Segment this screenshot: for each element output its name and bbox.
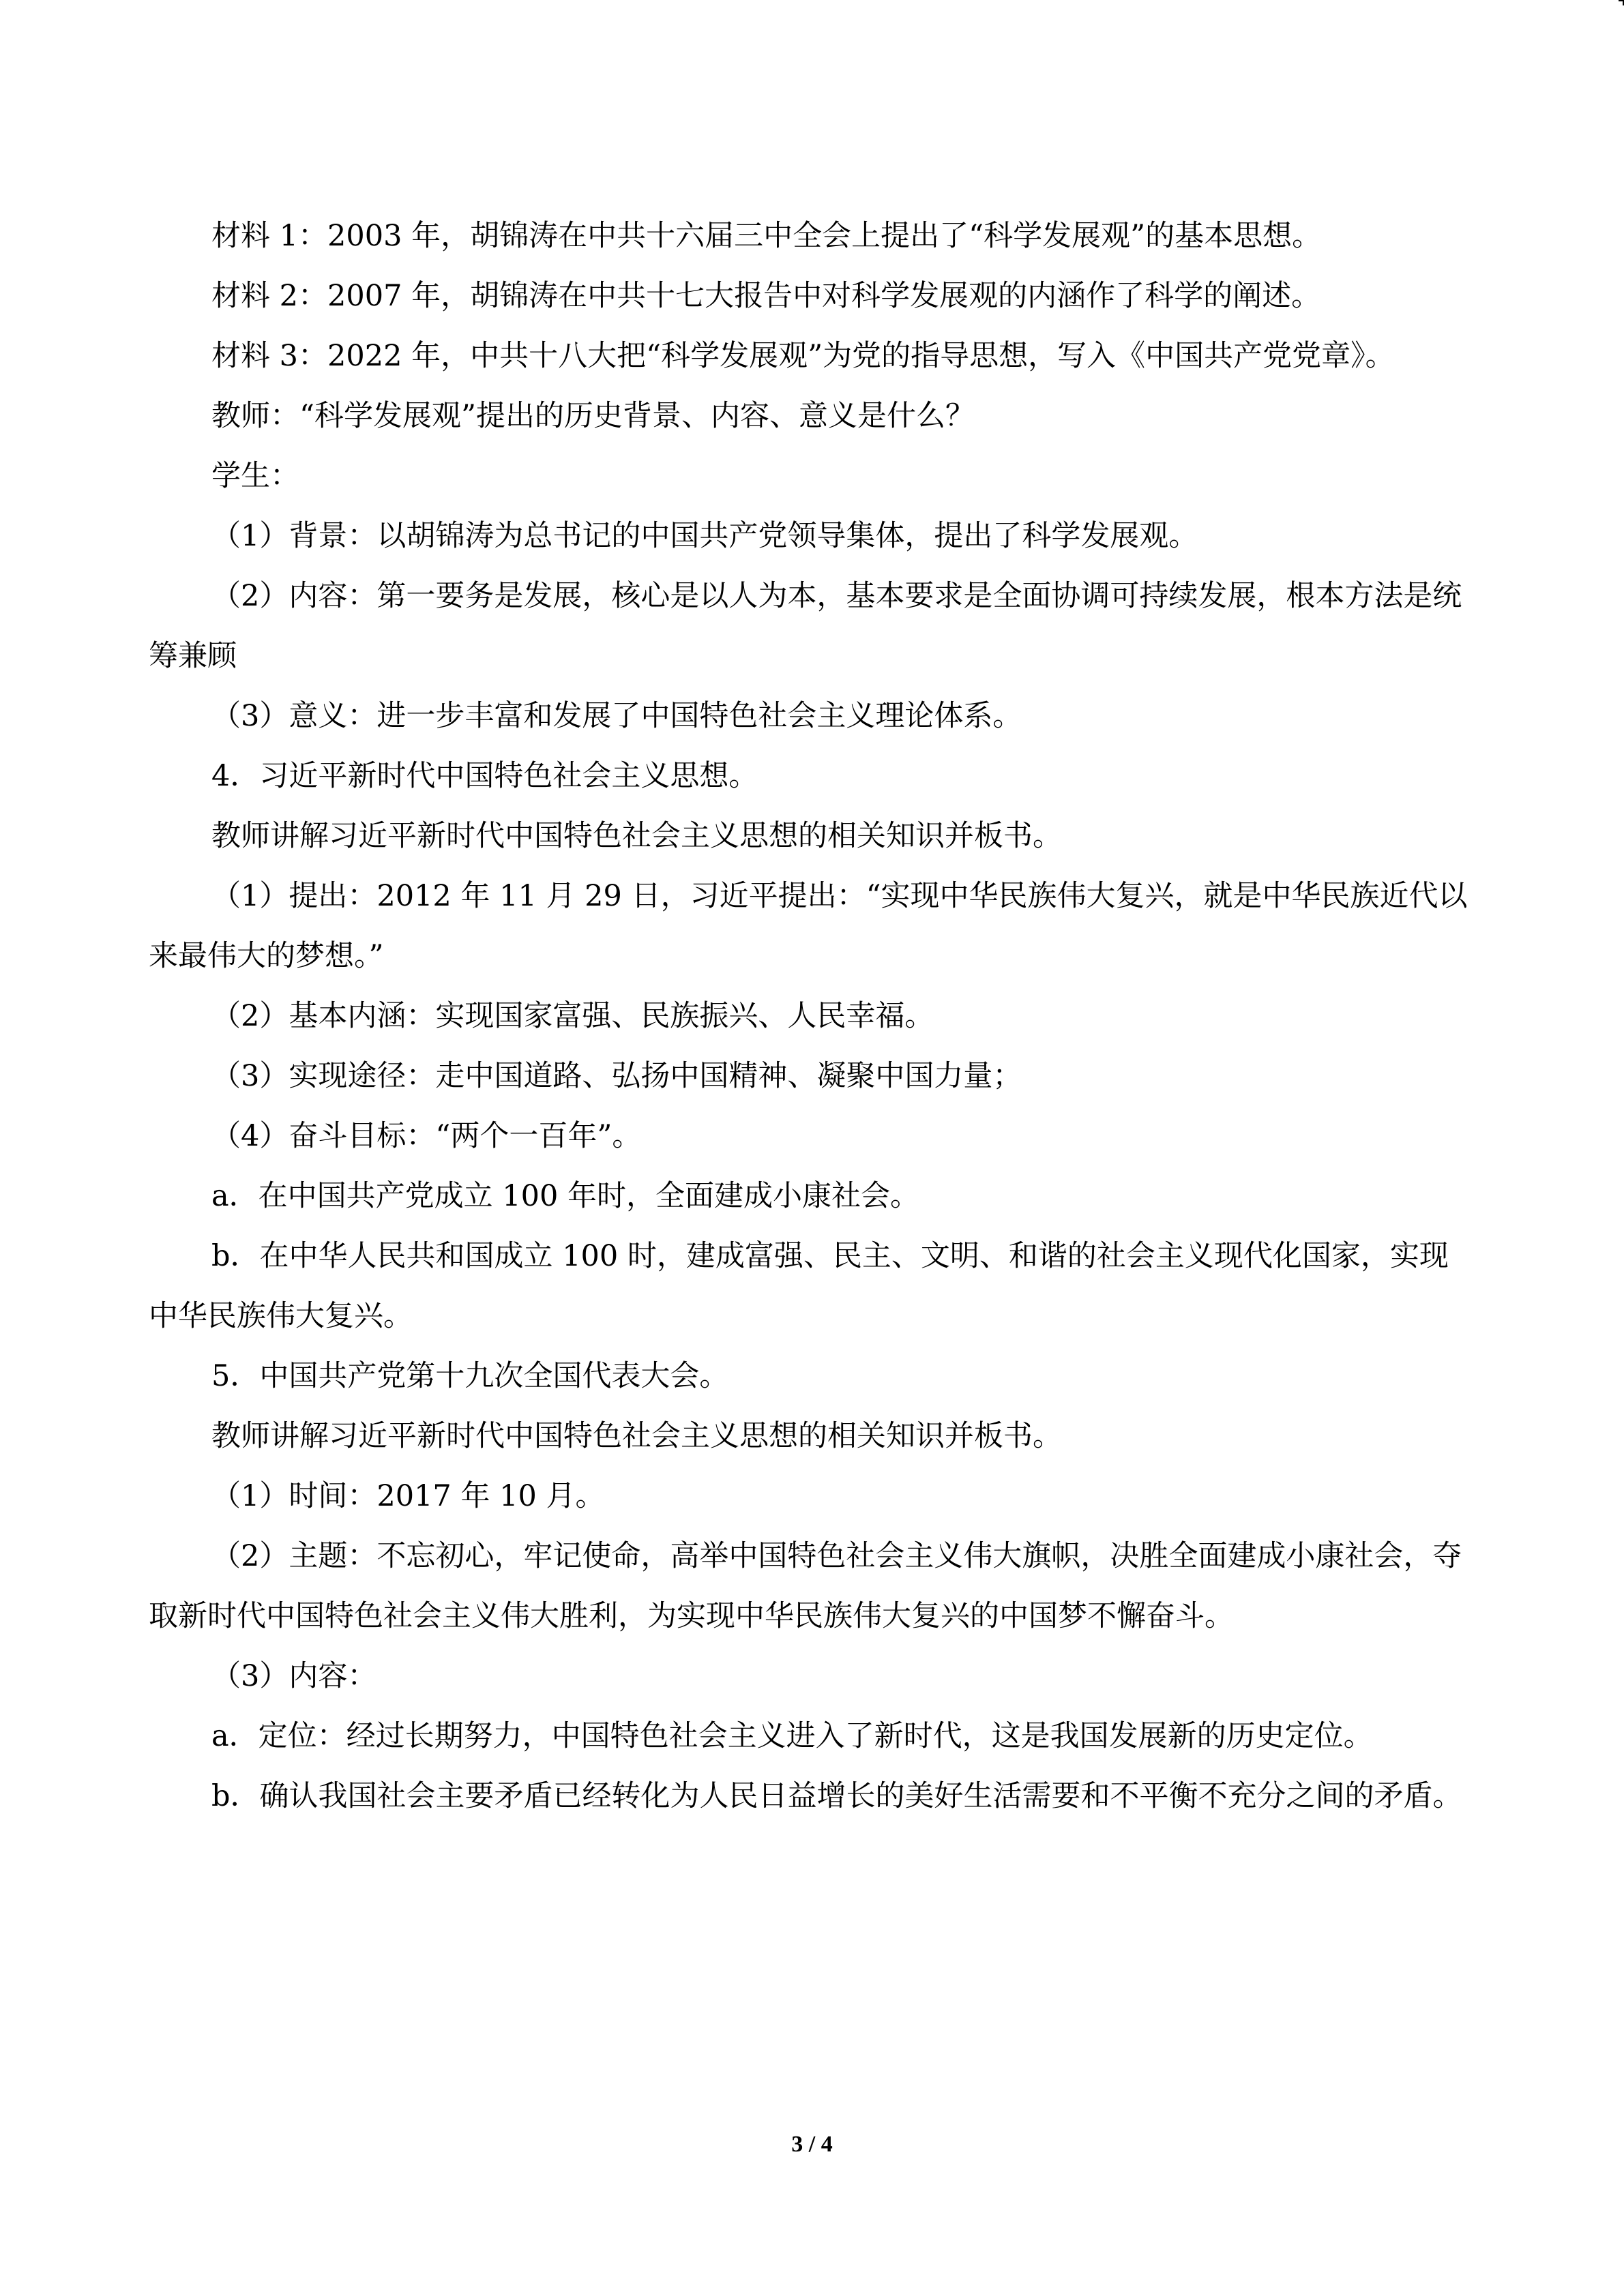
point-goals: （4）奋斗目标：“两个一百年”。 (211, 1119, 642, 1153)
goal-b: b．在中华人民共和国成立 100 时，建成富强、民主、文明、和谐的社会主义现代化国家，实现中华民族伟大复兴。 (149, 1239, 1449, 1333)
congress-time: （1）时间：2017 年 10 月。 (211, 1479, 605, 1513)
congress-theme: （2）主题：不忘初心，牢记使命，高举中国特色社会主义伟大旗帜，决胜全面建成小康社会，夺取新时代中国特色社会主义伟大胜利，为实现中华民族伟大复兴的中国梦不懈奋斗。 (149, 1539, 1462, 1633)
answer-significance: （3）意义：进一步丰富和发展了中国特色社会主义理论体系。 (211, 699, 1022, 733)
answer-background: （1）背景：以胡锦涛为总书记的中国共产党领导集体，提出了科学发展观。 (211, 519, 1198, 553)
material-2: 材料 2：2007 年，胡锦涛在中共十七大报告中对科学发展观的内涵作了科学的阐述。 (211, 279, 1321, 313)
answer-content: （2）内容：第一要务是发展，核心是以人为本，基本要求是全面协调可持续发展，根本方法是统筹兼顾 (149, 579, 1462, 673)
point-proposal: （1）提出：2012 年 11 月 29 日，习近平提出：“实现中华民族伟大复兴，就是中华民族近代以来最伟大的梦想。” (149, 879, 1468, 973)
page-corner-mark (1619, 0, 1624, 5)
teacher-explanation-4: 教师讲解习近平新时代中国特色社会主义思想的相关知识并板书。 (211, 819, 1062, 853)
material-3: 材料 3：2022 年，中共十八大把“科学发展观”为党的指导思想，写入《中国共产党党章》。 (211, 339, 1395, 373)
teacher-explanation-5: 教师讲解习近平新时代中国特色社会主义思想的相关知识并板书。 (211, 1419, 1062, 1453)
goal-a: a．在中国共产党成立 100 年时，全面建成小康社会。 (211, 1179, 920, 1213)
section-heading-5: 5．中国共产党第十九次全国代表大会。 (211, 1359, 729, 1393)
teacher-question: 教师：“科学发展观”提出的历史背景、内容、意义是什么？ (211, 399, 975, 433)
page-number: 3 / 4 (791, 2132, 833, 2157)
content-a: a．定位：经过长期努力，中国特色社会主义进入了新时代，这是我国发展新的历史定位。 (211, 1719, 1373, 1753)
point-path: （3）实现途径：走中国道路、弘扬中国精神、凝聚中国力量； (211, 1059, 1022, 1093)
document-body (149, 206, 1472, 1826)
congress-content-label: （3）内容： (211, 1659, 377, 1693)
material-1: 材料 1：2003 年，胡锦涛在中共十六届三中全会上提出了“科学发展观”的基本思想。 (211, 219, 1322, 253)
student-label: 学生： (211, 459, 299, 493)
point-basic-meaning: （2）基本内涵：实现国家富强、民族振兴、人民幸福。 (211, 999, 934, 1033)
content-b: b．确认我国社会主要矛盾已经转化为人民日益增长的美好生活需要和不平衡不充分之间的矛盾。 (211, 1779, 1462, 1813)
section-heading-4: 4．习近平新时代中国特色社会主义思想。 (211, 759, 758, 793)
